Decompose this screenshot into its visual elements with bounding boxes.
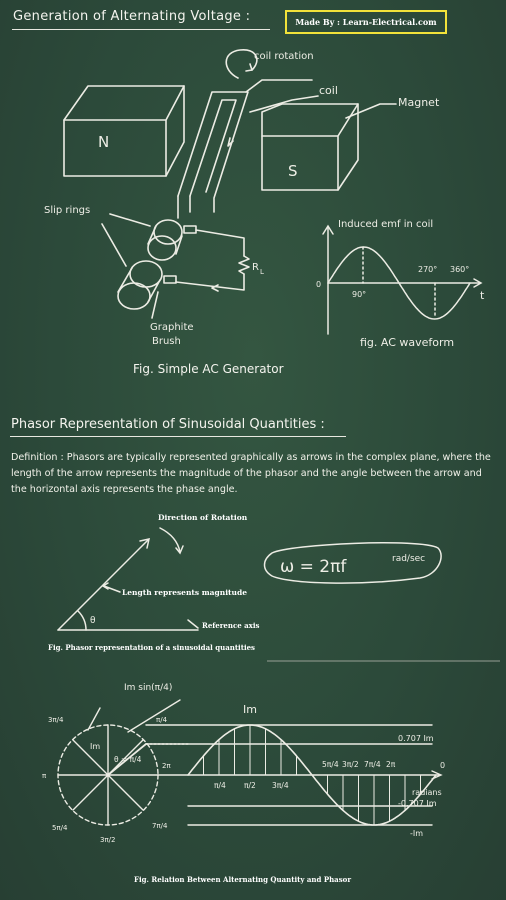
reference-axis-label: Reference axis	[202, 621, 260, 630]
south-pole-label: S	[288, 162, 298, 180]
magnet-label: Magnet	[398, 96, 440, 109]
coil-label: coil	[319, 84, 338, 97]
slip-rings-label: Slip rings	[44, 205, 91, 216]
circle-angle-2pi: 2π	[162, 762, 171, 770]
rms-neg-label: -0.707 Im	[398, 799, 437, 808]
page-title: Generation of Alternating Voltage :	[13, 9, 251, 24]
waveform-title: Induced emf in coil	[338, 219, 434, 230]
x-tick-3pi4: 3π/4	[272, 781, 289, 790]
relation-caption: Fig. Relation Between Alternating Quantity and Phasor	[134, 875, 352, 884]
circle-angle-pi: π	[42, 772, 47, 780]
circle-angle-3pi2: 3π/2	[100, 836, 116, 844]
tick-90: 90°	[352, 290, 367, 299]
formula-label: ω = 2πf	[280, 557, 347, 577]
load-sub-label: L	[260, 268, 264, 276]
x-tick-5pi4: 5π/4	[322, 760, 339, 769]
waveform-axis-label: t	[480, 289, 485, 302]
im-sin-label: Im sin(π/4)	[124, 683, 173, 693]
theta-label: θ	[90, 616, 96, 626]
tick-270: 270°	[418, 265, 438, 274]
x-tick-7pi4: 7π/4	[364, 760, 381, 769]
circle-angle-5pi4: 5π/4	[52, 824, 68, 832]
im-radius-label: Im	[90, 742, 101, 751]
circle-angle-7pi4: 7π/4	[152, 822, 168, 830]
load-label: R	[252, 262, 259, 273]
zero-label: 0	[440, 761, 446, 770]
brush-label: Brush	[152, 336, 181, 347]
im-top-label: Im	[243, 703, 257, 716]
x-tick-pi2: π/2	[244, 781, 256, 790]
x-tick-pi4: π/4	[214, 781, 226, 790]
x-tick-2pi: 2π	[386, 760, 396, 769]
coil-rotation-label: coil rotation	[254, 51, 314, 62]
phasor-caption: Fig. Phasor representation of a sinusoidal quantities	[48, 643, 255, 652]
circle-angle-pi4: π/4	[156, 716, 168, 724]
phasor-section-title: Phasor Representation of Sinusoidal Quantities :	[11, 417, 325, 432]
radians-label: radians	[412, 788, 442, 797]
north-pole-label: N	[98, 133, 110, 151]
x-tick-3pi2: 3π/2	[342, 760, 359, 769]
direction-of-rotation-label: Direction of Rotation	[158, 513, 248, 522]
generator-caption: Fig. Simple AC Generator	[133, 362, 284, 376]
circle-angle-3pi4: 3π/4	[48, 716, 64, 724]
length-label: Length represents magnitude	[122, 588, 247, 597]
graphite-label: Graphite	[150, 322, 194, 333]
tick-360: 360°	[450, 265, 470, 274]
made-by-badge: Made By : Learn-Electrical.com	[285, 10, 447, 34]
waveform-caption: fig. AC waveform	[360, 336, 455, 349]
rms-pos-label: 0.707 Im	[398, 734, 434, 743]
waveform-origin: 0	[316, 280, 322, 289]
theta-circle-label: θ = π/4	[114, 755, 142, 764]
phasor-definition: Definition : Phasors are typically represented graphically as arrows in the complex plane, where the length of the arrow represents the magnitude of the phasor and the angle between the arrow and the horizontal axis represents the phase angle.	[11, 452, 491, 495]
neg-im-label: -Im	[410, 829, 424, 838]
formula-unit-label: rad/sec	[392, 554, 426, 564]
